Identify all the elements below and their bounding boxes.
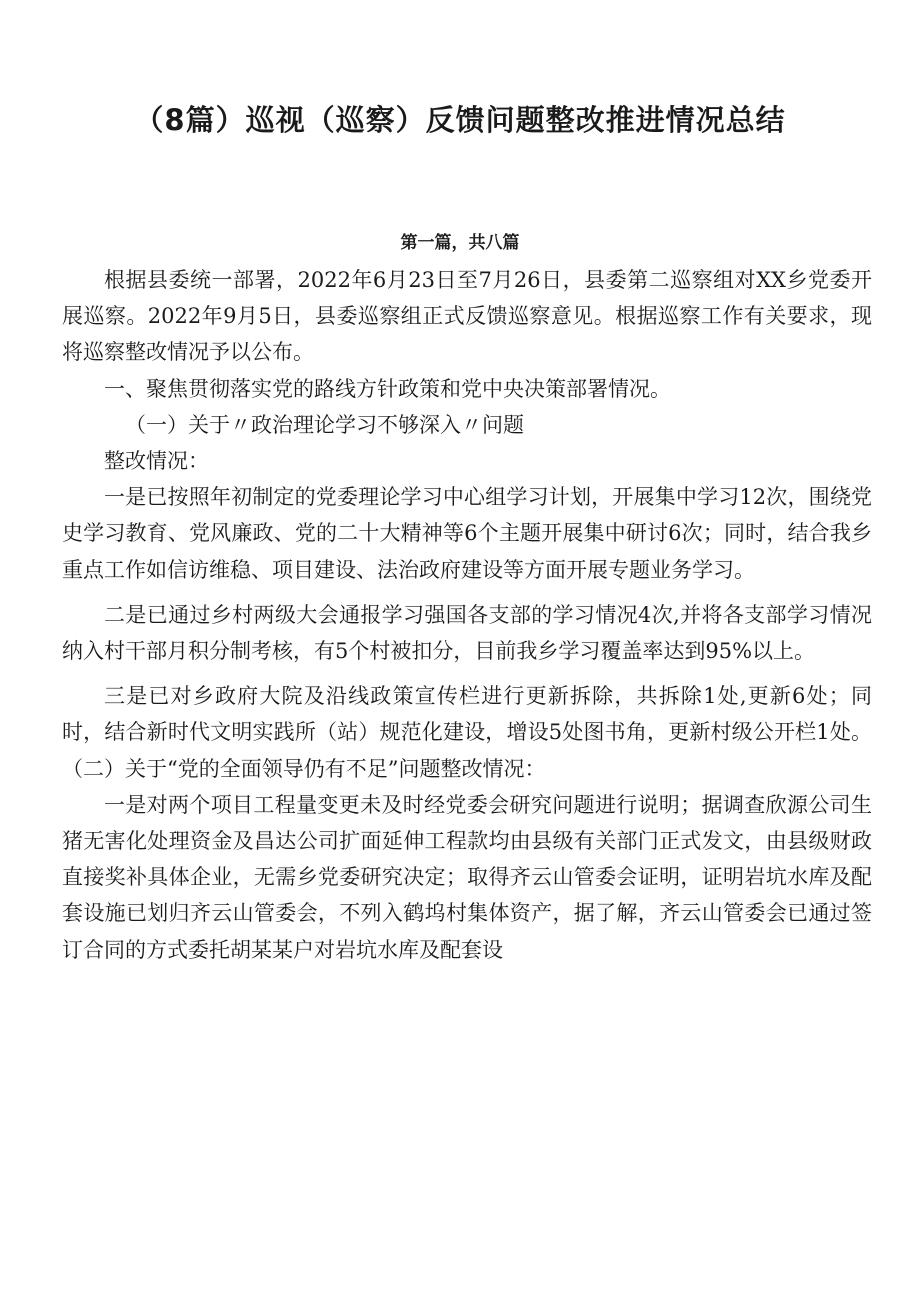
paragraph-heading-level1: 一、聚焦贯彻落实党的路线方针政策和党中央决策部署情况。 [104,376,671,401]
document-body [62,262,872,968]
document-title: （8篇）巡视（巡察）反馈问题整改推进情况总结 [134,103,786,137]
paragraph-heading-level2: （一）关于〃政治理论学习不够深入〃问题 [125,412,524,437]
section-title: 第一篇，共八篇 [400,233,520,253]
paragraph-rectification-label: 整改情况： [104,449,209,474]
paragraph-item-1: 一是已按照年初制定的党委理论学习中心组学习计划，开展集中学习12次，围绕党史学习教育、党风廉政、党的二十大精神等6个主题开展集中研讨6次；同时，结合我乡重点工作如信访维稳、项目建设、法治政府建设等方面开展专题业务学习。 [62,485,872,582]
paragraph-item-3: 三是已对乡政府大院及沿线政策宣传栏进行更新拆除，共拆除1处,更新6处；同时，结合新时代文明实践所（站）规范化建设，增设5处图书角，更新村级公开栏1处。（二）关于“党的全面领导仍有不足”问题整改情况： [62,684,872,781]
paragraph-item-4: 一是对两个项目工程量变更未及时经党委会研究问题进行说明；据调查欣源公司生猪无害化处理资金及昌达公司扩面延伸工程款均由县级有关部门正式发文，由县级财政直接奖补具体企业，无需乡党委研究决定；取得齐云山管委会证明，证明岩坑水库及配套设施已划归齐云山管委会，不列入鹤坞村集体资产，据了解，齐云山管委会已通过签订合同的方式委托胡某某户对岩坑水库及配套设 [62,792,872,962]
paragraph-item-2: 二是已通过乡村两级大会通报学习强国各支部的学习情况4次,并将各支部学习情况纳入村干部月积分制考核，有5个村被扣分，目前我乡学习覆盖率达到95%以上。 [62,602,872,664]
paragraph-intro: 根据县委统一部署，2022年6月23日至7月26日，县委第二巡察组对XX乡党委开展巡察。2022年9月5日，县委巡察组正式反馈巡察意见。根据巡察工作有关要求，现将巡察整改情况予以公布。 [62,268,872,365]
